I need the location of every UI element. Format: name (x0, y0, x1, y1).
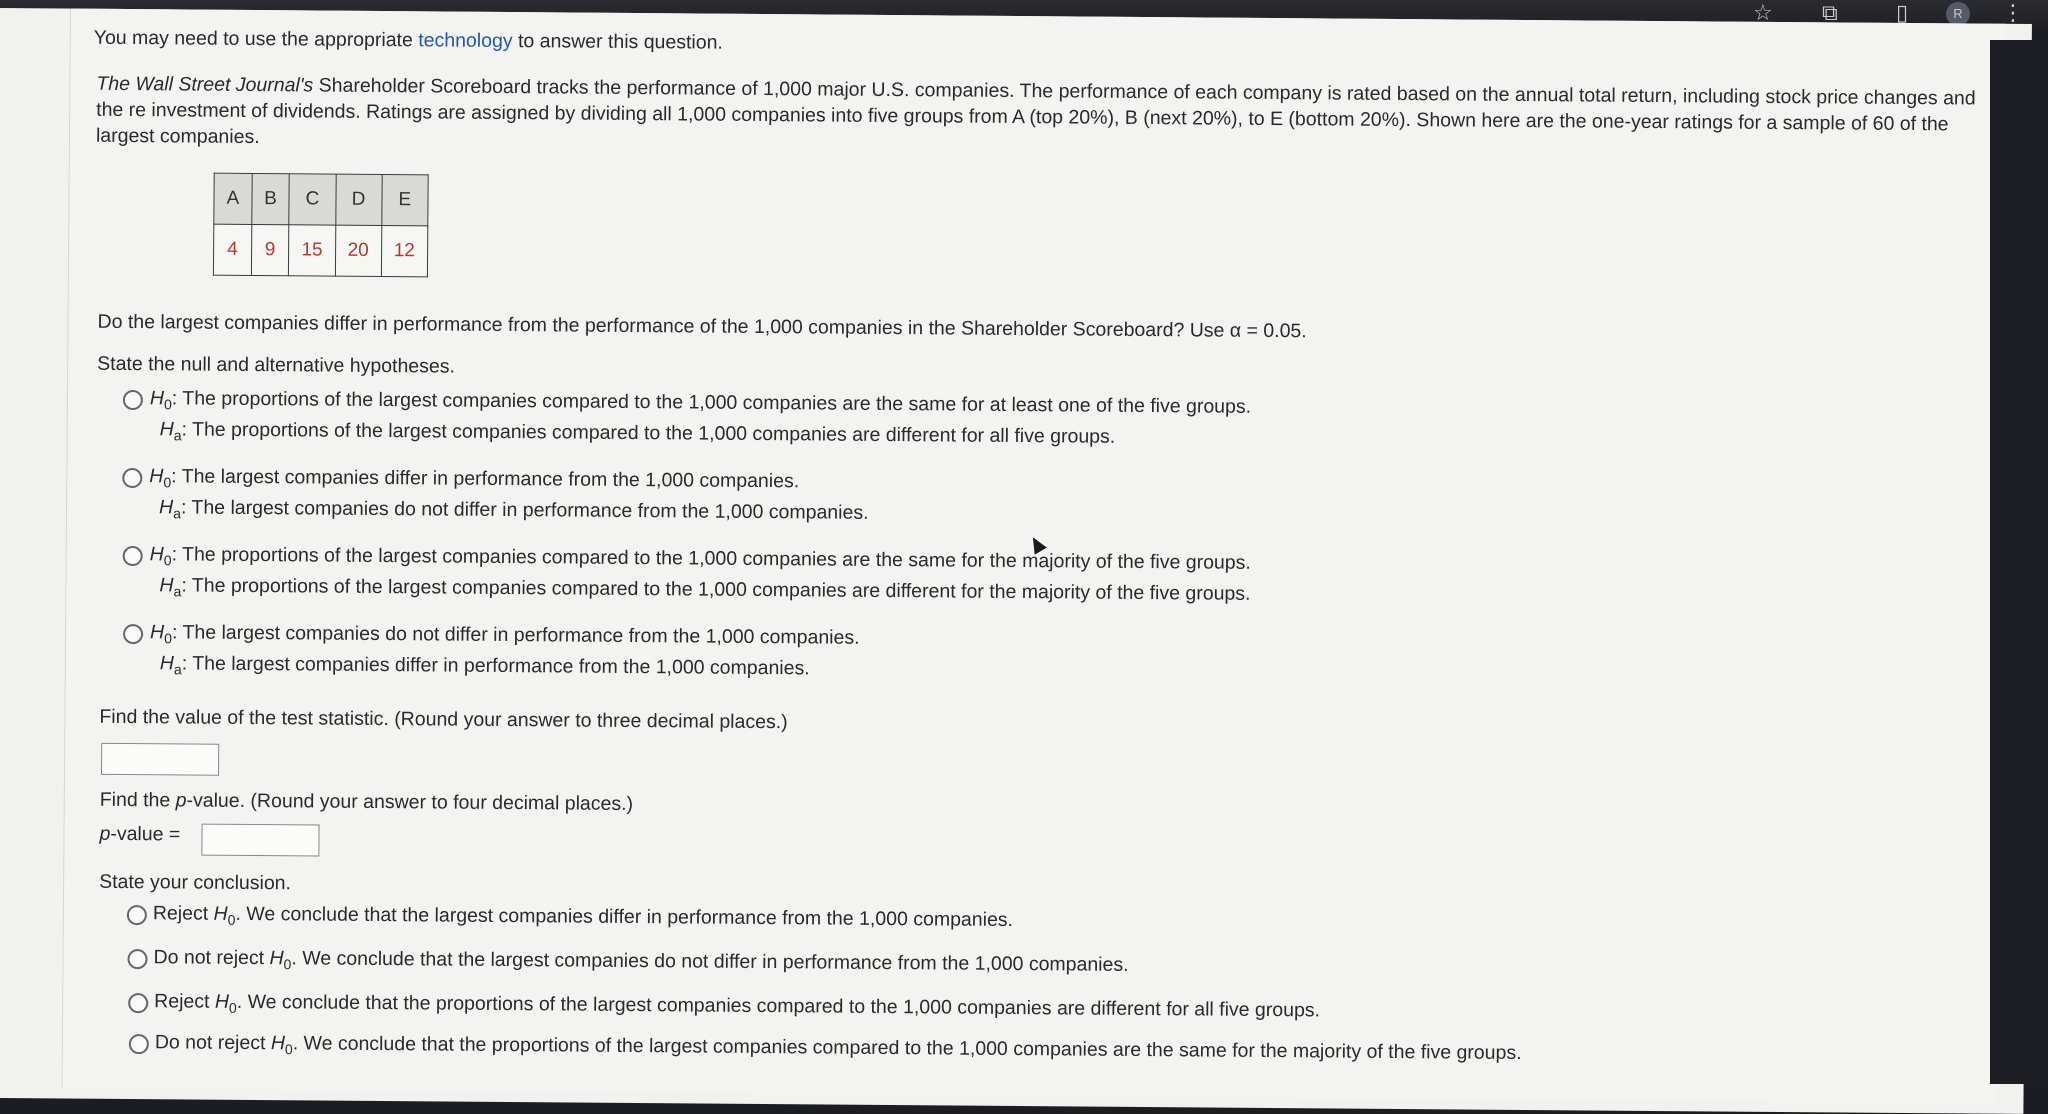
value-cell: 20 (335, 225, 382, 276)
table-header-row (214, 173, 428, 226)
hypothesis-option-2-h0: $H_0$: The largest companies differ in performance from the 1,000 companies. (149, 465, 800, 493)
source-title: The Wall Street Journal's (96, 72, 314, 97)
header-cell: C (289, 174, 336, 225)
hypothesis-option-1-h0: $H_0$: The proportions of the largest companies compared to the 1,000 companies are the same for at least one of the five groups. (149, 387, 1252, 418)
menu-icon[interactable]: ⋮ (2002, 0, 2024, 25)
intro-line: You may need to use the appropriate technology to answer this question. (93, 26, 723, 54)
conclusion-option-3: Reject $H_0$. We conclude that the proportions of the largest companies compared to the 1,000 companies are different for all five groups. (154, 990, 1321, 1022)
header-cell: B (251, 173, 289, 224)
p-value-input[interactable] (201, 824, 319, 857)
p-value-prompt: Find the p-value. (Round your answer to four decimal places.) (99, 788, 634, 815)
question-page (0, 8, 2032, 1114)
hypothesis-radio-2[interactable] (122, 468, 142, 488)
conclusion-radio-4[interactable] (129, 1034, 149, 1054)
conclusion-radio-1[interactable] (127, 905, 147, 925)
header-cell: D (335, 174, 382, 225)
hypothesis-option-4-ha: $H_a$: The largest companies differ in performance from the 1,000 companies. (159, 652, 810, 680)
star-icon[interactable]: ☆ (1753, 0, 1773, 25)
conclusion-option-4: Do not reject $H_0$. We conclude that the proportions of the largest companies compared to the 1,000 companies are the same for the majority of the five groups. (154, 1031, 1522, 1064)
extension-icon[interactable]: ⧉ (1822, 0, 1838, 25)
value-cell: 4 (213, 224, 251, 275)
table-row (213, 224, 427, 277)
hypothesis-radio-1[interactable] (123, 390, 143, 410)
problem-description: The Wall Street Journal's Shareholder Scoreboard tracks the performance of 1,000 major U.S. companies. The performance of each company is rated based on the annual total return, including stock price changes and the re investment of dividends. Ratings are assigned by dividing all 1,000 companies into five groups from A (top 20%), B (next 20%), to E (bottom 20%). Shown here are the one-year ratings for a sample of 60 of the largest companies. (95, 72, 1976, 149)
conclusion-radio-3[interactable] (128, 993, 148, 1013)
value-cell: 9 (251, 224, 289, 275)
sidebar-icon[interactable]: ▯ (1896, 0, 1909, 25)
header-cell: E (381, 175, 428, 226)
hypothesis-radio-3[interactable] (123, 546, 143, 566)
value-cell: 15 (289, 225, 336, 276)
hypothesis-option-4-h0: $H_0$: The largest companies do not differ in performance from the 1,000 companies. (150, 621, 860, 649)
p-value-label: p-value = (99, 822, 181, 846)
conclusion-option-1: Reject $H_0$. We conclude that the largest companies differ in performance from the 1,000 companies. (152, 902, 1014, 931)
conclusion-prompt: State your conclusion. (99, 870, 292, 895)
conclusion-radio-2[interactable] (127, 949, 147, 969)
hypotheses-prompt: State the null and alternative hypotheses. (97, 352, 456, 378)
avatar[interactable]: R (1946, 2, 1970, 26)
conclusion-option-2: Do not reject $H_0$. We conclude that the largest companies do not differ in performance from the 1,000 companies. (153, 946, 1129, 976)
question-text: Do the largest companies differ in performance from the performance of the 1,000 companies in the Shareholder Scoreboard? Use α = 0.05. (97, 310, 1307, 343)
header-cell: A (214, 173, 252, 224)
hypothesis-option-2-ha: $H_a$: The largest companies do not differ in performance from the 1,000 companies. (158, 496, 869, 524)
hypothesis-option-3-h0: $H_0$: The proportions of the largest companies compared to the 1,000 companies are the same for the majority of the five groups. (149, 543, 1251, 574)
value-cell: 12 (381, 226, 428, 277)
hypothesis-option-1-ha: $H_a$: The proportions of the largest companies compared to the 1,000 companies are different for all five groups. (159, 418, 1116, 448)
screen-edge (1990, 40, 2048, 1084)
hypothesis-radio-4[interactable] (123, 624, 143, 644)
hypothesis-option-3-ha: $H_a$: The proportions of the largest companies compared to the 1,000 companies are different for the majority of the five groups. (159, 574, 1251, 605)
technology-link[interactable]: technology (418, 29, 513, 53)
ratings-table (213, 173, 429, 278)
test-statistic-input[interactable] (101, 743, 219, 776)
test-statistic-prompt: Find the value of the test statistic. (Round your answer to three decimal places.) (99, 705, 788, 734)
